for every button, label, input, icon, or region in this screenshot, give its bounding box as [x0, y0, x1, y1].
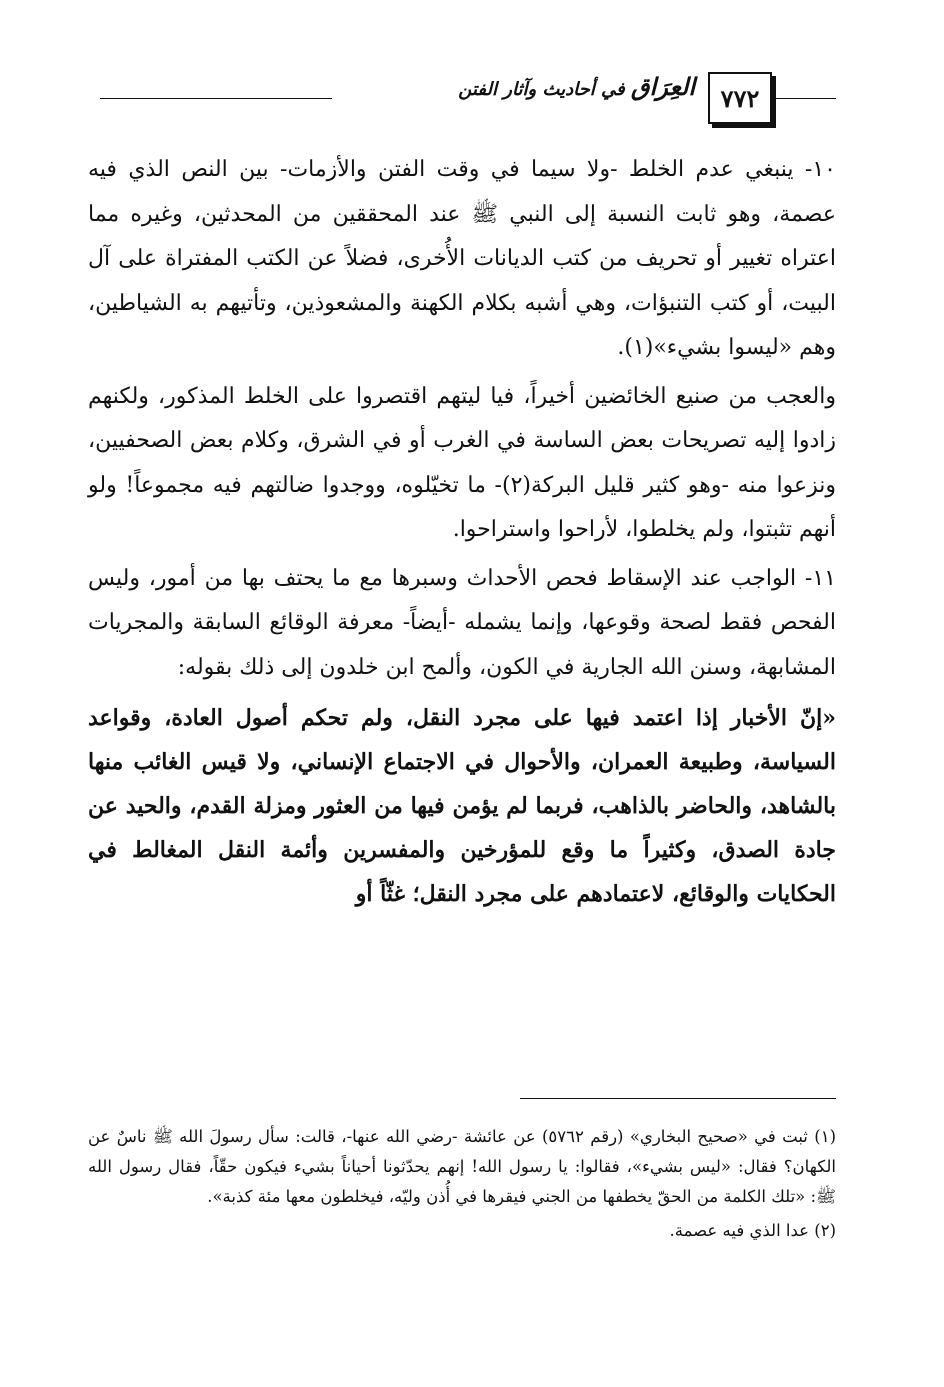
paragraph-11: ١١- الواجب عند الإسقاط فحص الأحداث وسبرها مع ما يحتف بها من أمور، وليس الفحص فقط لصحة وقوعها، وإنما يشمله -أيضاً- معرفة الوقائع السابقة والمجريات المشابهة، وسنن الله الجارية في الكون، وألمح ابن خلدون إلى ذلك بقوله: [88, 565, 836, 680]
footnotes [88, 1122, 836, 1246]
paragraph-10: ١٠- ينبغي عدم الخلط -ولا سيما في وقت الفتن والأزمات- بين النص الذي فيه عصمة، وهو ثابت النسبة إلى النبي ﷺ عند المحققين من المحدثين، وغيره مما اعتراه تغيير أو تحريف من كتب الديانات الأُخرى، فضلاً عن الكتب المفتراة على آل البيت، أو كتب التنبؤات، وهي أشبه بكلام الكهنة والمشعوذين، وتأتيهم به الشياطين، وهم «ليسوا بشيء»(١). [88, 157, 836, 360]
running-title [335, 72, 695, 112]
book-title-sub: في أحاديث وآثار الفتن [458, 79, 625, 100]
page-header [0, 0, 944, 140]
page-number: ٧٧٢ [708, 72, 772, 124]
footnote-2: (٢) عدا الذي فيه عصمة. [669, 1221, 836, 1240]
header-rule-right [770, 98, 836, 99]
ibn-khaldun-quote: «إنّ الأخبار إذا اعتمد فيها على مجرد النقل، ولم تحكم أصول العادة، وقواعد السياسة، وطبيعة العمران، والأحوال في الاجتماع الإنساني، ولا قيس الغائب منها بالشاهد، والحاضر بالذاهب، فربما لم يؤمن فيها من العثور ومزلة القدم، والحيد عن جادة الصدق، وكثيراً ما وقع للمؤرخين والمفسرين وأئمة النقل المغالط في الحكايات والوقائع، لاعتمادهم على مجرد النقل؛ غثّاً أو [88, 705, 836, 907]
footnote-1: (١) ثبت في «صحيح البخاري» (رقم ٥٧٦٢) عن عائشة -رضي الله عنها-، قالت: سأل رسولَ الله ﷺ ناسٌ عن الكهان؟ فقال: «ليس بشيء»، فقالوا: يا رسول الله! إنهم يحدّثونا أحياناً بشيء فيكون حقّاً، فقال رسول الله ﷺ: «تلك الكلمة من الحقّ يخطفها من الجني فيقرها في أُذن وليّه، فيخلطون معها مئة كذبة». [88, 1127, 836, 1206]
paragraph-wonder: والعجب من صنيع الخائضين أخيراً، فيا ليتهم اقتصروا على الخلط المذكور، ولكنهم زادوا إليه تصريحات بعض الساسة في الغرب أو في الشرق، وكلام بعض الصحفيين، ونزعوا منه -وهو كثير قليل البركة(٢)- ما تخيّلوه، ووجدوا ضالتهم فيه مجموعاً! ولو أنهم تثبتوا، ولم يخلطوا، لأراحوا واستراحوا. [88, 383, 837, 542]
main-text [88, 148, 836, 916]
book-title-main: العِرَاق [630, 72, 695, 101]
footnote-separator [520, 1098, 836, 1099]
header-rule-left [100, 98, 332, 99]
